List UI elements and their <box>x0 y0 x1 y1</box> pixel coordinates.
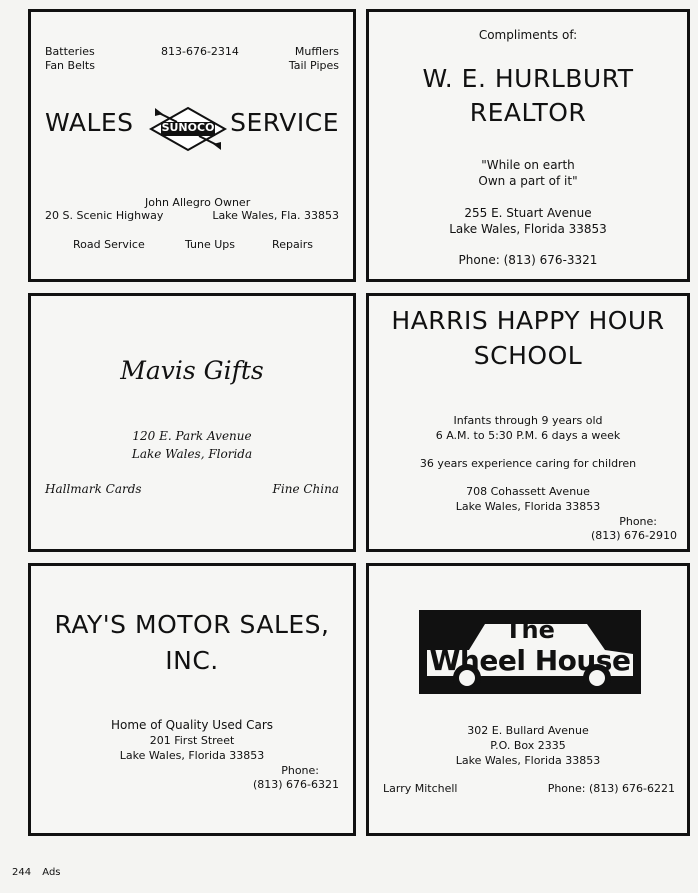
city: Lake Wales, Florida 33853 <box>449 222 607 236</box>
business-name-line1: W. E. HURLBURT <box>422 64 634 93</box>
business-name-right: SERVICE <box>230 108 339 137</box>
business-name-line2: SCHOOL <box>473 341 583 370</box>
logo-line1: The <box>505 616 555 644</box>
po-box: P.O. Box 2335 <box>490 739 566 752</box>
phone: (813) 676-6321 <box>252 778 339 791</box>
info-line1: Infants through 9 years old <box>453 414 603 427</box>
compliments-text: Compliments of: <box>478 28 578 42</box>
ad-wales-service <box>28 9 356 282</box>
slogan-line1: "While on earth <box>481 158 575 172</box>
address: 20 S. Scenic Highway <box>45 209 164 222</box>
service-road: Road Service <box>73 238 145 251</box>
address: 255 E. Stuart Avenue <box>464 206 592 220</box>
item-mufflers: Mufflers <box>294 45 339 58</box>
item-fine-china: Fine China <box>272 482 339 496</box>
business-name-line2: REALTOR <box>469 98 587 127</box>
page-footer <box>12 867 69 878</box>
wheel-house-logo <box>419 610 641 694</box>
business-name-line1: HARRIS HAPPY HOUR <box>391 306 665 335</box>
section-name: Ads <box>42 867 61 878</box>
city: Lake Wales, Fla. 33853 <box>212 209 339 222</box>
address: 120 E. Park Avenue <box>132 429 252 443</box>
phone: (813) 676-2910 <box>590 529 677 542</box>
owner: John Allegro Owner <box>145 196 251 209</box>
phone: 813-676-2314 <box>161 45 239 58</box>
ad-hurlburt-realtor <box>366 9 690 282</box>
phone-label: Phone: <box>619 515 657 528</box>
business-name: Mavis Gifts <box>120 356 264 385</box>
service-tune-ups: Tune Ups <box>185 238 236 251</box>
sunoco-logo-text: SUNOCO <box>161 121 215 134</box>
ad-rays-motor-sales <box>28 563 356 836</box>
item-fan-belts: Fan Belts <box>45 59 95 72</box>
address: 708 Cohassett Avenue <box>466 485 590 498</box>
city: Lake Wales, Florida 33853 <box>119 749 265 762</box>
contact-name: Larry Mitchell <box>383 782 458 795</box>
item-tail-pipes: Tail Pipes <box>288 59 339 72</box>
address: 302 E. Bullard Avenue <box>467 724 589 737</box>
city: Lake Wales, Florida 33853 <box>455 754 601 767</box>
page-number: 244 <box>12 867 32 878</box>
business-name-left: WALES <box>45 108 134 137</box>
service-repairs: Repairs <box>272 238 313 251</box>
ad-wheel-house <box>366 563 690 836</box>
item-hallmark: Hallmark Cards <box>45 482 142 496</box>
phone: Phone: (813) 676-6221 <box>547 782 675 795</box>
slogan: Home of Quality Used Cars <box>110 718 274 732</box>
business-name-line1: RAY'S MOTOR SALES, <box>54 610 330 639</box>
ad-harris-school <box>366 293 690 552</box>
business-name-line2: INC. <box>165 646 219 675</box>
info-line2: 6 A.M. to 5:30 P.M. 6 days a week <box>435 429 621 442</box>
experience: 36 years experience caring for children <box>419 457 637 470</box>
logo-line2: Wheel House <box>429 644 631 677</box>
city: Lake Wales, Florida 33853 <box>455 500 601 513</box>
address: 201 First Street <box>149 734 235 747</box>
city: Lake Wales, Florida <box>131 447 253 461</box>
ad-mavis-gifts <box>28 293 356 552</box>
slogan-line2: Own a part of it" <box>478 174 578 188</box>
sunoco-logo-icon <box>147 104 229 154</box>
phone: Phone: (813) 676-3321 <box>458 253 598 267</box>
phone-label: Phone: <box>281 764 319 777</box>
item-batteries: Batteries <box>45 45 95 58</box>
